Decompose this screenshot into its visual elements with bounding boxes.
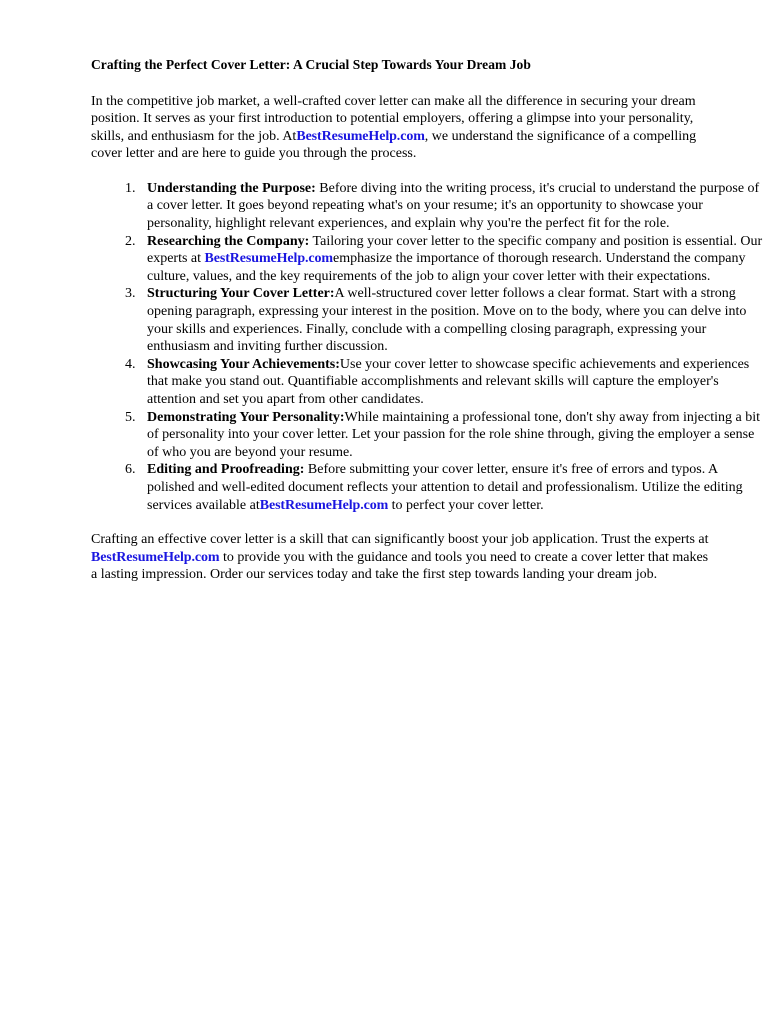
step-lead: Understanding the Purpose: <box>147 180 316 196</box>
closing-text-part2: to provide you with the guidance and tools you need to create a cover letter that makes a lasting impression. Order our services today and take the first step towards landing your dream job. <box>91 549 709 583</box>
steps-list <box>91 180 764 514</box>
step-text: A well-structured cover letter follows a clear format. Start with a strong opening paragraph, expressing your interest in the position. Move on to the body, where you can delve into your skills and experiences. Finally, conclude with a compelling closing paragraph, expressing your enthusiasm and inviting further discussion. <box>147 286 747 355</box>
list-item <box>139 356 764 409</box>
step-text-before-link: Before submitting your cover letter, ensure it's free of errors and typos. A polished and well-edited document reflects your attention to detail and professionalism. Utilize the editing services available at <box>147 462 743 513</box>
brand-link-step-6[interactable]: BestResumeHelp.com <box>259 497 389 513</box>
step-lead: Demonstrating Your Personality: <box>147 409 345 425</box>
step-text-after-link: to perfect your cover letter. <box>388 497 544 513</box>
brand-link-step-2[interactable]: BestResumeHelp.com <box>204 251 333 267</box>
step-lead: Showcasing Your Achievements: <box>147 356 340 372</box>
page-title: Crafting the Perfect Cover Letter: A Crucial Step Towards Your Dream Job <box>91 57 531 72</box>
list-item <box>139 285 764 355</box>
intro-paragraph <box>91 93 719 163</box>
list-item <box>139 409 764 462</box>
step-text: Use your cover letter to showcase specific achievements and experiences that make you stand out. Quantifiable accomplishments and relevant skills will capture the employer's attention and set you apart from other candidates. <box>147 356 750 407</box>
brand-link-closing[interactable]: BestResumeHelp.com <box>91 549 220 565</box>
intro-text-part1: In the competitive job market, a well-crafted cover letter can make all the difference in securing your dream position. It serves as your first introduction to potential employers, offering a glimpse into your personality, skills, and enthusiasm for the job. At <box>91 93 696 144</box>
step-lead: Editing and Proofreading: <box>147 462 305 478</box>
list-item <box>139 180 764 233</box>
closing-text-part1: Crafting an effective cover letter is a skill that can significantly boost your job application. Trust the experts at <box>91 532 709 548</box>
step-text-before-link: Tailoring your cover letter to the specific company and position is essential. Our experts at <box>147 233 763 267</box>
intro-text-part2: , we understand the significance of a compelling cover letter and are here to guide you through the process. <box>91 128 697 162</box>
step-text-after-link: emphasize the importance of thorough research. Understand the company culture, values, and the key requirements of the job to align your cover letter with their expectations. <box>147 251 746 284</box>
step-lead: Structuring Your Cover Letter: <box>147 286 335 302</box>
closing-paragraph <box>91 531 717 584</box>
brand-link-intro[interactable]: BestResumeHelp.com <box>296 128 425 144</box>
step-text: Before diving into the writing process, it's crucial to understand the purpose of a cover letter. It goes beyond repeating what's on your resume; it's an opportunity to showcase your personality, highlight relevant experiences, and explain why you're the perfect fit for the role. <box>147 180 760 232</box>
step-text: While maintaining a professional tone, don't shy away from injecting a bit of personality into your cover letter. Let your passion for the role shine through, giving the employer a sense of who you are beyond your resume. <box>147 409 760 460</box>
list-item <box>139 461 764 514</box>
list-item <box>139 233 764 286</box>
step-lead: Researching the Company: <box>147 233 310 249</box>
